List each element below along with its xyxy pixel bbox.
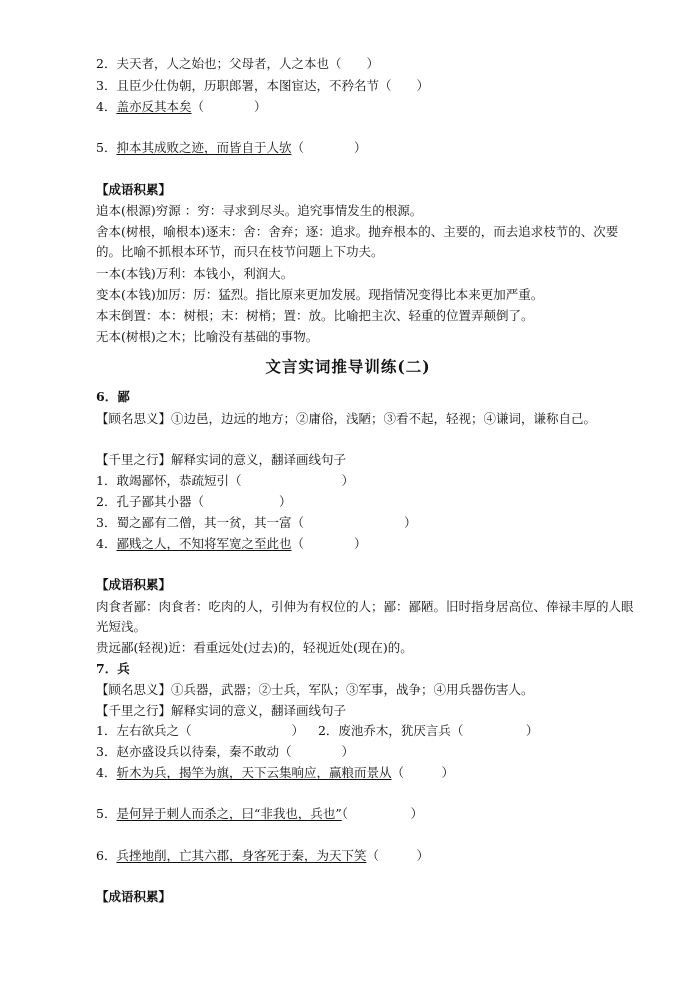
exercise-line: 3．赵亦盛设兵以待秦，秦不敢动（ ） <box>96 744 354 759</box>
section-heading: 【成语积累】 <box>96 182 172 197</box>
answer-blank: （ ） <box>391 765 454 780</box>
line-text: 2．夫天者，人之始也；父母者，人之本也（ ） <box>96 56 379 71</box>
instruction-line: 【千里之行】解释实词的意义，翻译画线句子 <box>96 703 347 718</box>
idiom-line: 一本(本钱)万利：本钱小，利润大。 <box>96 266 294 281</box>
word-heading: 6．鄙 <box>96 389 130 404</box>
section-heading: 【成语积累】 <box>96 577 172 592</box>
idiom-line: 变本(本钱)加厉：厉：猛烈。指比原来更加发展。现指情况变得比本来更加严重。 <box>96 287 544 302</box>
line-number: 5． <box>96 140 117 155</box>
line-text: 3．且臣少仕伪朝，历职郎署，本图宦达，不矜名节（ ） <box>96 78 429 93</box>
exercise-line <box>96 847 429 864</box>
idiom-line: 本末倒置：本：树根；末：树梢；置：放。比喻把主次、轻重的位置弄颠倒了。 <box>96 308 534 323</box>
exercise-line <box>96 535 366 552</box>
answer-blank: （ ） <box>291 140 367 155</box>
idiom-line: 无本(树根)之木；比喻没有基础的事物。 <box>96 329 319 344</box>
exercise-line <box>96 55 379 72</box>
exercise-line <box>96 139 366 156</box>
answer-blank: （ ） <box>341 806 424 821</box>
exercise-line <box>96 98 266 115</box>
exercise-item: 2．废池乔木，犹厌言兵（ ） <box>317 723 539 738</box>
word-heading: 7．兵 <box>96 661 130 676</box>
exercise-line <box>96 764 454 781</box>
exercise-item: 1．左右欲兵之（ ） <box>96 723 304 738</box>
underlined-sentence: 盖亦反其本矣 <box>116 99 192 114</box>
exercise-line: 1．敢竭鄙怀，恭疏短引（ ） <box>96 473 354 488</box>
exercise-line <box>96 805 423 822</box>
underlined-sentence: 是何异于刺人而杀之，曰“非我也，兵也” <box>116 806 342 821</box>
answer-blank: （ ） <box>366 848 429 863</box>
idiom-line: 肉食者鄙：肉食者：吃肉的人，引伸为有权位的人；鄙：鄙陋。旧时指身居高位、俸禄丰厚的人眼光短浅。 <box>96 599 634 634</box>
exercise-line <box>96 722 538 739</box>
underlined-sentence: 斩木为兵，揭竿为旗，天下云集响应，赢粮而景从 <box>116 765 392 780</box>
answer-blank: （ ） <box>291 536 367 551</box>
section-title: 文言实词推导训练(二) <box>265 357 431 376</box>
idiom-line: 舍本(树根，喻根本)逐末：舍：舍弃；逐：追求。抛弃根本的、主要的，而去追求枝节的、次要的。比喻不抓根本环节，而只在枝节问题上下功夫。 <box>96 224 619 259</box>
line-number: 4． <box>96 536 117 551</box>
section-heading: 【成语积累】 <box>96 889 172 904</box>
idiom-line: 追本(根源)穷源 ：穷：寻求到尽头。追究事情发生的根源。 <box>96 203 423 218</box>
meaning-line: 【顾名思义】①边邑，边远的地方；②庸俗，浅陋；③看不起，轻视；④谦词，谦称自己。 <box>96 411 597 426</box>
exercise-line <box>96 77 429 94</box>
instruction-line: 【千里之行】解释实词的意义，翻译画线句子 <box>96 452 347 467</box>
idiom-line: 贵远鄙(轻视)近：看重远处(过去)的，轻视近处(现在)的。 <box>96 640 413 655</box>
line-number: 5． <box>96 806 117 821</box>
underlined-sentence: 抑本其成败之迹，而皆自于人欤 <box>116 140 292 155</box>
line-number: 4． <box>96 765 117 780</box>
line-number: 4． <box>96 99 117 114</box>
underlined-sentence: 鄙贱之人，不知将军宽之至此也 <box>116 536 292 551</box>
meaning-line: 【顾名思义】①兵器，武器；②士兵，军队；③军事，战争；④用兵器伤害人。 <box>96 682 534 697</box>
line-number: 6． <box>96 848 117 863</box>
underlined-sentence: 兵挫地削，亡其六郡，身客死于秦，为天下笑 <box>116 848 367 863</box>
answer-blank: （ ） <box>191 99 267 114</box>
exercise-line: 3．蜀之鄙有二僧，其一贫，其一富（ ） <box>96 515 417 530</box>
exercise-line: 2．孔子鄙其小器（ ） <box>96 494 292 509</box>
